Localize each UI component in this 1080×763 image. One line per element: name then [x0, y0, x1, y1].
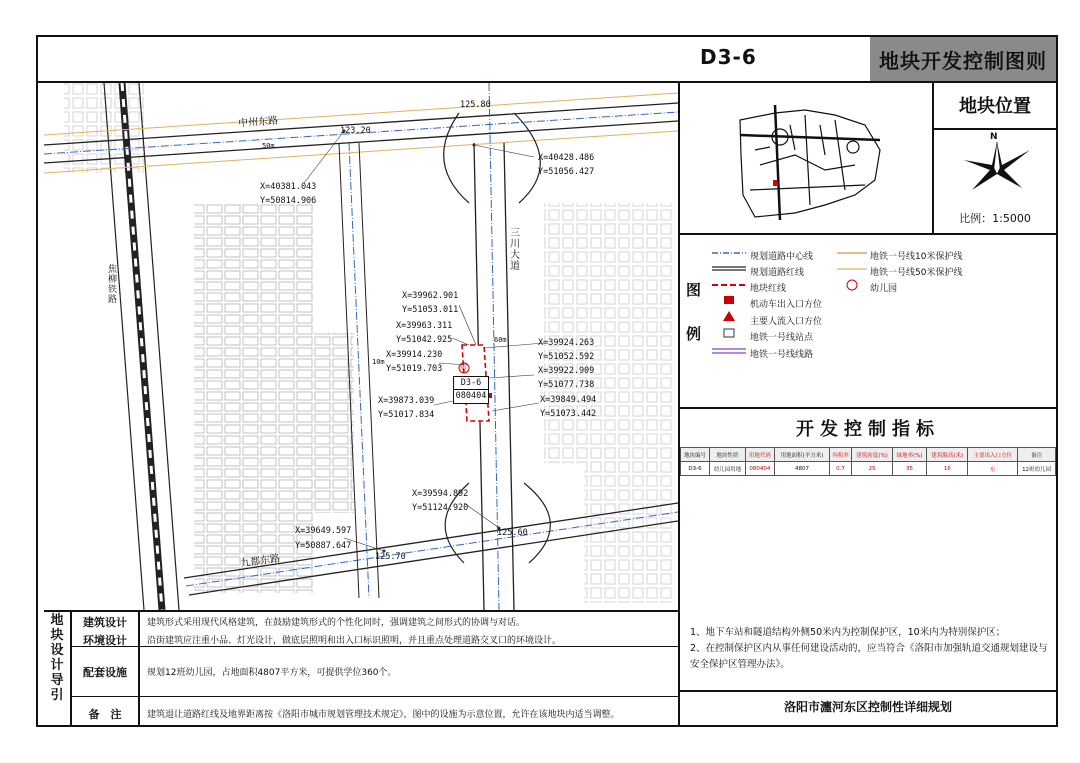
indicators-row [681, 462, 1056, 476]
guide-text-architecture: 建筑形式采用现代风格建筑，在鼓励建筑形式的个性化同时，强调建筑之间形式的协调与对话。 [147, 618, 526, 628]
legend-road-redline: 规划道路红线 [750, 268, 805, 278]
coord-y: Y=51124.920 [412, 503, 469, 513]
residential-blocks-east [544, 203, 674, 463]
coord-x: X=39963.311 [396, 321, 453, 331]
guide-text-remarks: 建筑退让道路红线及地界距离按《洛阳市城市规划管理技术规定》，图中的设施为示意位置，允许在该地块内适当调整。 [147, 710, 620, 720]
coord-y: Y=51019.703 [386, 364, 443, 374]
location-divider [678, 233, 1058, 235]
plot-tag-code: D3-6 [454, 377, 488, 390]
coord-y: Y=50887.647 [295, 541, 352, 551]
coord-x: X=40381.043 [260, 182, 317, 192]
legend-metro-station: 地铁一号线站点 [750, 333, 814, 343]
indicators-cell: 16 [927, 462, 968, 476]
guide-label-remarks: 备 注 [88, 708, 122, 721]
dim-60m: 60m [494, 336, 507, 344]
legend-road-centerline: 规划道路中心线 [750, 252, 814, 262]
legend-plot-redline: 地块红线 [750, 284, 787, 294]
plan-name: 洛阳市瀍河东区控制性详细规划 [783, 700, 952, 714]
notes [690, 625, 1050, 673]
indicators-table [680, 447, 1056, 476]
indicators-cell: 35 [893, 462, 927, 476]
indicators-cell: D3-6 [681, 462, 710, 476]
guide-row-divider-2 [70, 696, 678, 697]
railway-label-jiaoliu: 焦柳铁路 [108, 265, 118, 305]
coord-x: X=40428.486 [538, 153, 595, 163]
indicators-header-cell: 用地代码 [745, 448, 774, 462]
guide-label-architecture: 建筑设计 [83, 616, 127, 629]
guide-label-facilities: 配套设施 [83, 666, 127, 679]
guide-text-facilities: 规划12班幼儿园，占地面积4807平方米，可提供学位360个。 [147, 668, 397, 678]
coord-y: Y=51077.738 [538, 380, 595, 390]
location-inner-divider [932, 83, 934, 233]
guide-vertical-title: 地块设计导引 [50, 613, 64, 703]
elevation-3: 125.60 [497, 528, 528, 538]
legend-symbols-right [835, 245, 869, 295]
indicators-header-cell: 地块性质 [709, 448, 745, 462]
legend-symbols [710, 245, 750, 360]
coord-x: X=39873.039 [378, 396, 435, 406]
indicators-header-row [681, 448, 1056, 462]
elevation-4: 125.70 [375, 552, 406, 562]
coord-y: Y=51053.011 [402, 305, 459, 315]
coord-y: Y=51042.925 [396, 335, 453, 345]
legend-heading: 图 [686, 281, 702, 299]
dim-10m: 10m [372, 358, 385, 366]
guide-text-environment: 沿街建筑应注重小品、灯光设计，做底层照明和出入口标识照明，并且重点处理道路交叉口的环境设计。 [147, 636, 562, 646]
north-label: N [990, 132, 998, 142]
elevation-2: 123.20 [340, 126, 371, 136]
indicators-header-cell: 主要出入口方位 [968, 448, 1018, 462]
coord-x: X=39914.230 [386, 350, 443, 360]
guide-col-divider-2 [138, 611, 140, 727]
indicators-header-cell: 用地面积(平方米) [774, 448, 829, 462]
coord-y: Y=51052.592 [538, 352, 595, 362]
legend-heading-2: 例 [686, 325, 702, 343]
location-title: 地块位置 [959, 96, 1031, 117]
right-panel-divider [678, 83, 680, 727]
legend-kindergarten: 幼儿园 [870, 284, 898, 294]
indicators-cell: 080404 [745, 462, 774, 476]
indicators-header-cell: 容积率 [830, 448, 852, 462]
coord-x: X=39849.494 [540, 395, 597, 405]
coord-x: X=39962.901 [402, 291, 459, 301]
indicators-cell: 4807 [774, 462, 829, 476]
plot-code-title: D3-6 [700, 45, 757, 69]
legend-metro-50m: 地铁一号线50米保护线 [870, 268, 963, 278]
minimap-plot-marker [773, 180, 777, 186]
elevation-1: 125.80 [460, 100, 491, 110]
indicators-cell: 25 [852, 462, 893, 476]
legend-metro-line: 地铁一号线线路 [750, 350, 814, 360]
legend-vehicle-entrance: 机动车出入口方位 [750, 300, 823, 310]
coord-y: Y=51056.427 [538, 167, 595, 177]
footer-divider [678, 690, 1058, 692]
coord-x: X=39649.597 [295, 526, 352, 536]
indicators-header-cell: 绿地率(%) [893, 448, 927, 462]
indicators-cell: 东 [968, 462, 1018, 476]
legend-metro-10m: 地铁一号线10米保护线 [870, 252, 963, 262]
road-label-sanchuan: 三川大道 [510, 228, 520, 272]
road-label-jiudu: 九都东路 [239, 553, 281, 570]
location-title-divider [932, 128, 1058, 130]
plot-tag [453, 376, 489, 404]
indicators-header-cell: 建筑密度(%) [852, 448, 893, 462]
note-1: 1、地下车站和隧道结构外侧50米内为控制保护区，10米内为特别保护区； [690, 627, 1006, 638]
indicators-cell: 0.7 [830, 462, 852, 476]
north-arrow-icon [962, 140, 1032, 195]
indicators-header-cell: 建筑限高(米) [927, 448, 968, 462]
indicators-title: 开发控制指标 [796, 419, 940, 440]
note-2: 2、在控制保护区内从事任何建设活动的，应当符合《洛阳市加强轨道交通规划建设与安全保护区管理办法》。 [690, 643, 1048, 670]
guide-label-environment: 环境设计 [83, 634, 127, 647]
indicators-cell: 幼儿园用地 [709, 462, 745, 476]
coord-y: Y=51073.442 [540, 409, 597, 419]
coord-y: Y=51017.834 [378, 410, 435, 420]
coord-x: X=39594.892 [412, 489, 469, 499]
coord-x: X=39922.909 [538, 366, 595, 376]
indicators-cell: 12班幼儿园 [1018, 462, 1056, 476]
location-minimap [735, 95, 885, 225]
coord-y: Y=50814.906 [260, 196, 317, 206]
plot-kindergarten-label: 幼 [460, 365, 467, 372]
legend-divider [678, 407, 1058, 409]
guide-row-divider-1 [70, 646, 678, 647]
indicators-header-cell: 地块编号 [681, 448, 710, 462]
dim-50m: 50m [262, 142, 275, 150]
road-label-zhongzhou: 中州东路 [237, 115, 279, 130]
sheet-title: 地块开发控制图则 [870, 37, 1056, 81]
map-scale: 比例：1:5000 [959, 212, 1031, 225]
legend-pedestrian-entrance: 主要人流入口方位 [750, 317, 823, 327]
coord-x: X=39924.263 [538, 338, 595, 348]
indicators-header-cell: 备注 [1018, 448, 1056, 462]
plot-tag-use: 080404 [455, 391, 487, 401]
